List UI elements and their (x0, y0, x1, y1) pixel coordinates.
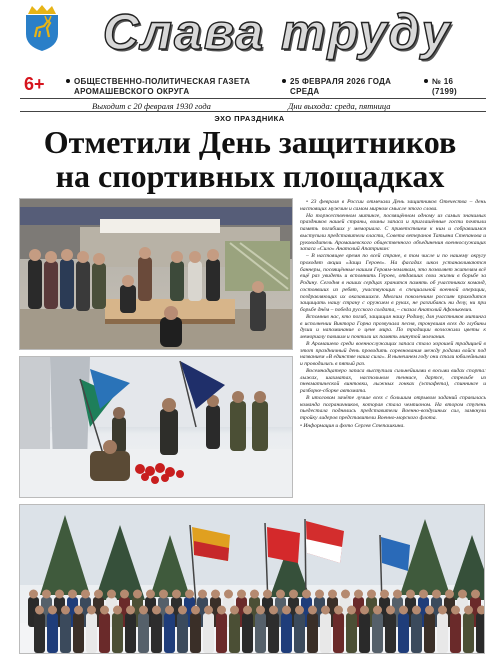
article-headline (10, 125, 490, 193)
article-paragraph: На торжественном митинге, посвящённом одному из самых значимых праздников нашей страны, воины запаса и приглашённые гости почтили память погибших у мемориала. С приветствием к ним и собравшимся выступили представители власти, Совета ветеранов Татьяна Степанова и руководитель Аромашевского общественного объединения военнослужащих запаса «Сило» Анатолий Апатрикин: (300, 212, 486, 253)
coat-of-arms-icon (22, 4, 62, 52)
issue-date-block (282, 77, 402, 97)
photo-group-outdoor (19, 504, 485, 654)
publication-type: ОБЩЕСТВЕННО-ПОЛИТИЧЕСКАЯ ГАЗЕТА (74, 77, 251, 86)
article-paragraph: В итоговом зачёте лучше всех с большим отрывом заданий справилась команда пограничников, которая стала чемпионом. На втором ступень пьедестала поднялись представители Военно-воздушных сил, замкнули тройку лидеров представители Военно-морского флота. (300, 394, 486, 421)
issue-date: 25 ФЕВРАЛЯ 2026 ГОДА (290, 77, 392, 86)
photo-credit: • Информация и фото Сергея Степашкина. (300, 422, 405, 429)
founded-line: Выходит с 20 февраля 1930 года (92, 101, 211, 111)
article-paragraph: Вспомнив нас, кто погиб, защищая нашу Родину, для участников митинга в исполнении Виктора Горна прозвучала песня, тронувшая всех до глубины души и напоминание о цене мира. По традиции возложили цветы к мемориалу павшим и почтили их память минутой молчания. (300, 313, 486, 340)
headline-line: Отметили День защитников (43, 124, 457, 160)
release-days: Дни выхода: среда, пятница (288, 101, 391, 111)
article-paragraph: Восемнадцатеро запаса выступили сильнейшими в восьми видах спорта: лыжах, шахматах, настольном теннисе, дартсе, стрельбе из пневматической винтовки, лыжных гонках (эстафета), спиннинге и разборке-сборке автомата. (300, 367, 486, 394)
issue-weekday: СРЕДА (290, 87, 320, 96)
issue-number-block (424, 77, 484, 97)
newspaper-title: Слава труду (102, 4, 452, 60)
divider (20, 111, 486, 112)
article-body (300, 199, 486, 430)
photo-award-ceremony (19, 198, 293, 350)
age-rating: 6+ (24, 74, 45, 94)
publication-info (66, 77, 262, 97)
photo-memorial-ceremony (19, 356, 293, 498)
district-name: АРОМАШЕВСКОГО ОКРУГА (74, 87, 190, 96)
article-paragraph: • 23 февраля в России отмечали День защитников Отечества – день настоящих мужчин и самом мирном смысле этого слова. (300, 199, 486, 212)
divider (20, 98, 486, 99)
article-rubric: ЭХО ПРАЗДНИКА (214, 114, 285, 123)
article-paragraph: – В настоящее время по всей стране, в том числе и по нашему округу проходят акции «Защи Героев». На фасадах школ устанавливаются баннеры, посвящённые нашим Героям-землякам, это позволяет жителям всё ещё раз увидеть и вспомнить Героев, отдавших свои жизни в борьбе за Родину. Сегодня в наших сердцах хранится память об участниках команд, состоявших из ребят, участвующих в специальной военной операции, поздравляющих их оказавшихся. Многим поколениям россиян приходится защищать нашу страну с оружием в руках, не разгибаясь ни делу, ни при борьбе днём – победа русского солдата, – сказал Анатолий Афонькевич. (300, 253, 486, 313)
headline-line: на спортивных площадках (55, 158, 445, 194)
issue-number: № 16 (432, 77, 454, 86)
article-paragraph: В Аромашево среди военнослужащих запаса стало хорошей традицией в этот праздничный день проводить соревнования между родами войск под названием «В единстве наша сила». В нынешнем году они стали юбилейными и проводились в пятый раз. (300, 340, 486, 367)
total-issue-number: (7199) (432, 87, 457, 96)
